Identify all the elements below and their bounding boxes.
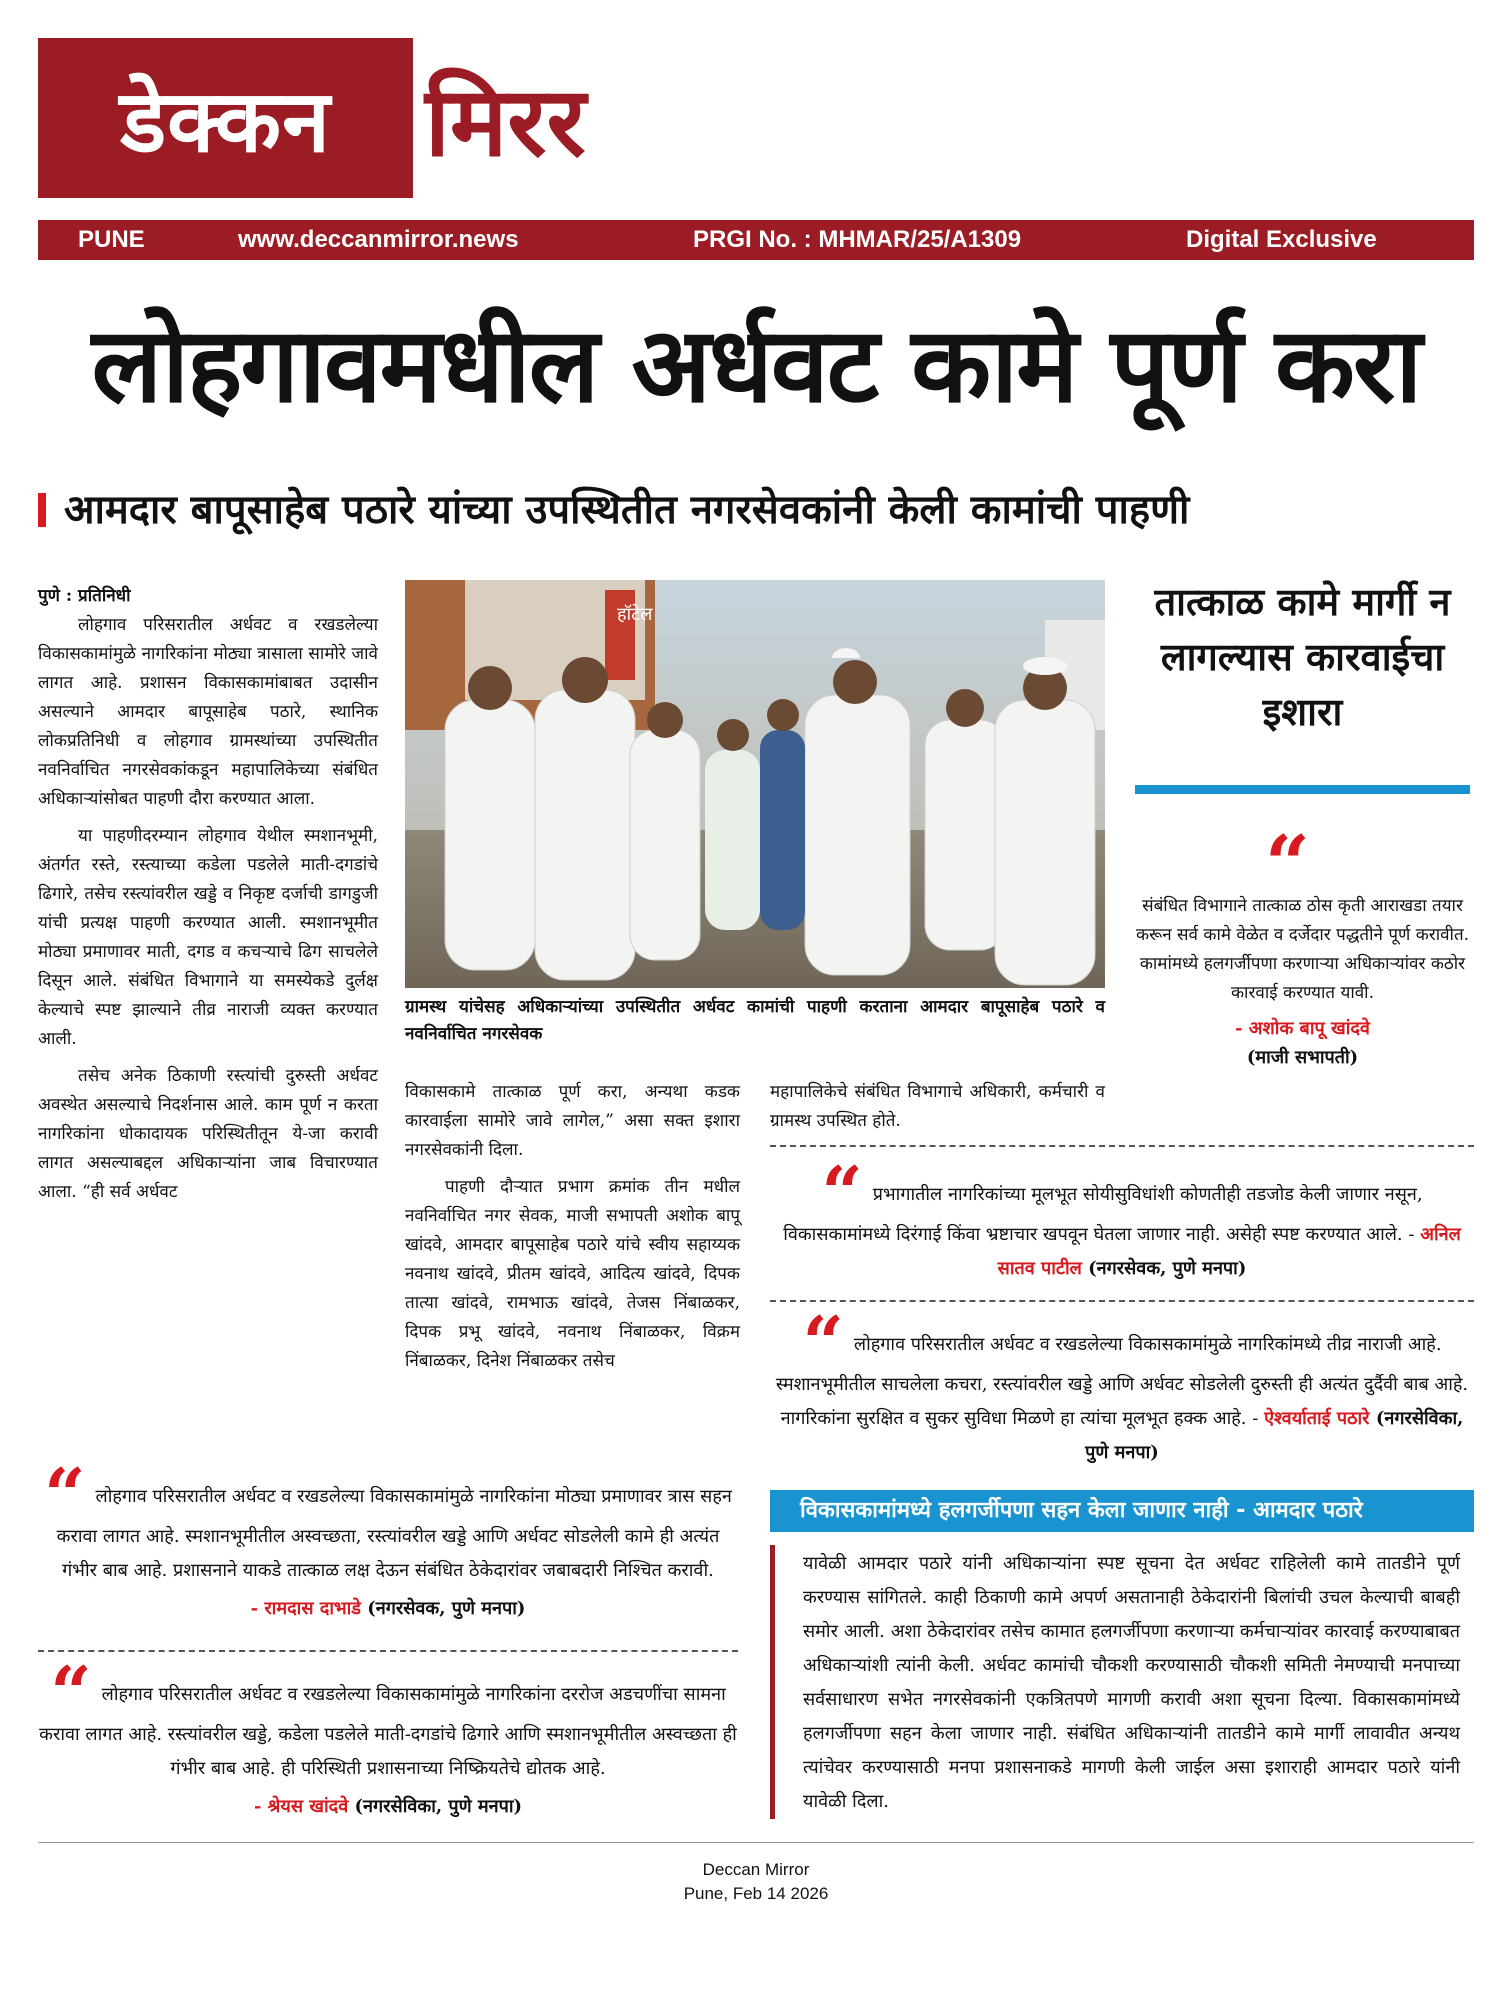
article-paragraph: या पाहणीदरम्यान लोहगाव येथील स्मशानभूमी, अंतर्गत रस्ते, रस्त्याच्या कडेला पडलेले माती-दगडांचे ढिगारे, तसेच रस्त्यांवरील खड्डे व निकृष्ट दर्जाची डागडुजी यांची प्रत्यक्ष पाहणी करण्यात आली. स्मशानभूमीत मोठ्या प्रमाणावर माती, दगड व कचऱ्याचे ढिग साचलेले दिसून आले. संबंधित विभागाने या समस्येकडे दुर्लक्ष केल्याचे स्पष्ट झाल्याने तीव्र नाराजी व्यक्त करण्यात आली. <box>38 826 378 1049</box>
sidebar-attr-role: (माजी सभापती) <box>1246 1047 1359 1068</box>
masthead-logo-white: डेक्कन <box>120 71 331 172</box>
divider <box>770 1300 1474 1302</box>
article-paragraph: विकासकामे तात्काळ पूर्ण करा, अन्यथा कडक कारवाईला सामोरे जावे लागेल,” असा सक्त इशारा नगरसेवकांनी दिला. <box>405 1082 740 1160</box>
quote-attr-name: अनिल सातव पाटील <box>997 1224 1461 1279</box>
quote-text: लोहगाव परिसरातील अर्धवट व रखडलेल्या विकासकामांमुळे नागरिकांना दररोज अडचणींचा सामना करावा लागत आहे. रस्त्यांवरील खड्डे, कडेला पडलेले माती-दगडांचे ढिगारे आणि स्मशानभूमीतील अस्वच्छता ही गंभीर बाब आहे. ही परिस्थिती प्रशासनाच्या निष्क्रियतेचे द्योतक आहे. <box>39 1684 737 1779</box>
masthead-website[interactable]: www.deccanmirror.news <box>238 226 519 253</box>
article-column-1 <box>38 582 378 1207</box>
headline: लोहगावमधील अर्धवट कामे पूर्ण करा <box>91 304 1421 426</box>
quote-icon: “ <box>50 1650 92 1735</box>
quote-attr-role: (नगरसेविका, पुणे मनपा) <box>354 1796 523 1817</box>
article-column-2 <box>405 1078 740 1376</box>
quote-block <box>38 1452 738 1626</box>
footer-rule <box>38 1842 1474 1843</box>
masthead-logo-red: मिरर <box>425 65 586 178</box>
masthead-edition: Digital Exclusive <box>1186 226 1377 253</box>
quote-attr-name: ऐश्वर्याताई पठारे <box>1264 1408 1370 1429</box>
masthead-logo-box <box>38 38 413 198</box>
sidebar-rule <box>1135 785 1470 794</box>
quote-attr-role: (नगरसेवक, पुणे मनपा) <box>367 1598 526 1619</box>
quote-attr-role: (नगरसेविका, पुणे मनपा) <box>1085 1408 1464 1463</box>
quote-icon: “ <box>1265 819 1310 910</box>
photo-illustration <box>405 580 1105 988</box>
footer <box>0 1858 1512 1906</box>
sidebar-quote <box>1135 892 1470 1072</box>
quote-block <box>770 1300 1474 1470</box>
quote-attr-name: - श्रेयस खांदवे <box>253 1796 349 1817</box>
masthead-info-bar <box>38 220 1474 260</box>
article-photo <box>405 580 1105 988</box>
quote-text: लोहगाव परिसरातील अर्धवट व रखडलेल्या विकासकामांमुळे नागरिकांमध्ये तीव्र नाराजी आहे. स्मशानभूमीतील साचलेला कचरा, रस्त्यांवरील खड्डे आणि अर्धवट सोडलेली दुरुस्ती ही अत्यंत दुर्दैवी बाब आहे. नागरिकांना सुरक्षित व सुकर सुविधा मिळणे हा त्यांचा मूलभूत हक्क आहे. - <box>775 1334 1469 1429</box>
masthead-logo-red-wrap <box>425 38 586 198</box>
footer-dateline: Pune, Feb 14 2026 <box>683 1884 829 1903</box>
article-column-3: महापालिकेचे संबंधित विभागाचे अधिकारी, कर्मचारी व ग्रामस्थ उपस्थित होते. <box>770 1082 1105 1131</box>
masthead-prgi: PRGI No. : MHMAR/25/A1309 <box>693 226 1022 253</box>
quote-icon: “ <box>802 1300 844 1385</box>
subheadline-bar <box>38 493 46 527</box>
quote-icon: “ <box>821 1150 863 1235</box>
quote-attr-name: - रामदास दाभाडे <box>250 1598 361 1619</box>
article-paragraph: लोहगाव परिसरातील अर्धवट व रखडलेल्या विकासकामांमुळे नागरिकांना मोठ्या त्रासाला सामोरे जावे लागत आहे. प्रशासन विकासकामांबाबत उदासीन असल्याने आमदार बापूसाहेब पठारे, स्थानिक लोकप्रतिनिधी व लोहगाव ग्रामस्थांच्या उपस्थितीत नवनिर्वाचित नगरसेवकांकडून महापालिकेच्या संबंधित अधिकाऱ्यांसोबत पाहणी दौरा करण्यात आला. <box>38 615 378 809</box>
sidebar-quote-text: संबंधित विभागाने तात्काळ ठोस कृती आराखडा तयार करून सर्व कामे वेळेत व दर्जेदार पद्धतीने पूर्ण करावीत. कामांमध्ये हलगर्जीपणा करणाऱ्या अधिकाऱ्यांवर कठोर कारवाई करण्यात यावी. <box>1135 896 1470 1003</box>
sidebar-attribution <box>1135 1014 1470 1043</box>
panel-title: विकासकामांमध्ये हलगर्जीपणा सहन केला जाणार नाही - आमदार पठारे <box>770 1490 1474 1532</box>
quote-text: प्रभागातील नागरिकांच्या मूलभूत सोयीसुविधांशी कोणतीही तडजोड केली जाणार नसून, विकासकामांमध्ये दिरंगाई किंवा भ्रष्टाचार खपवून घेतला जाणार नाही. असेही स्पष्ट करण्यात आले. - <box>783 1184 1423 1245</box>
divider <box>770 1145 1474 1147</box>
quote-text: लोहगाव परिसरातील अर्धवट व रखडलेल्या विकासकामांमुळे नागरिकांना मोठ्या प्रमाणावर त्रास सहन करावा लागत आहे. स्मशानभूमीतील अस्वच्छता, रस्त्यांवरील खड्डे आणि अर्धवट सोडलेली कामे ही अत्यंत गंभीर बाब आहे. प्रशासनाने याकडे तात्काळ लक्ष देऊन संबंधित ठेकेदारांवर जबाबदारी निश्चित करावी. <box>56 1486 732 1581</box>
sidebar-attr-name: - अशोक बापू खांदवे <box>1235 1018 1370 1039</box>
subheadline-wrap <box>38 480 1488 540</box>
masthead-city: PUNE <box>78 226 145 253</box>
quote-block <box>770 1150 1474 1286</box>
photo-shop-sign: हॉटेल <box>617 604 653 625</box>
article-paragraph: पाहणी दौऱ्यात प्रभाग क्रमांक तीन मधील नवनिर्वाचित नगर सेवक, माजी सभापती अशोक बापू खांदवे, आमदार बापूसाहेब पठारे यांचे स्वीय सहाय्यक नवनाथ खांदवे, प्रीतम खांदवे, आदित्य खांदवे, दिपक तात्या खांदवे, रामभाऊ खांदवे, तेजस निंबाळकर, दिपक प्रभू खांदवे, नवनाथ निंबाळकर, विक्रम निंबाळकर, दिनेश निंबाळकर तसेच <box>405 1177 740 1371</box>
article-paragraph: तसेच अनेक ठिकाणी रस्त्यांची दुरुस्ती अर्धवट अवस्थेत असल्याचे निदर्शनास आले. काम पूर्ण न करता नागरिकांना धोकादायक परिस्थितीतून ये-जा करावी लागत असल्याबद्दल अधिकाऱ्यांना जाब विचारण्यात आला. “ही सर्व अर्धवट <box>38 1066 378 1202</box>
subheadline: आमदार बापूसाहेब पठारे यांच्या उपस्थितीत नगरसेवकांनी केली कामांची पाहणी <box>64 487 1190 533</box>
panel-body: यावेळी आमदार पठारे यांनी अधिकाऱ्यांना स्पष्ट सूचना देत अर्धवट राहिलेली कामे तातडीने पूर्ण करण्यास सांगितले. काही ठिकाणी कामे अपर्ण असतानाही ठेकेदारांनी बिलांची उचल केल्याची बाबही समोर आली. अशा ठेकेदारांवर तसेच कामात हलगर्जीपणा करणाऱ्या कर्मचाऱ्यांवर कारवाई करण्याबाबत अधिकाऱ्यांशी त्यांनी केली. अर्धवट कामांची चौकशी करण्यासाठी चौकशी समिती नेमण्याची मनपाच्या सर्वसाधारण सभेत नगरसेवकांनी एकत्रितपणे मागणी करावी अशा सूचना दिल्या. विकासकामांमध्ये हलगर्जीपणा सहन केला जाणार नाही. संबंधित अधिकाऱ्यांनी तातडीने कामे मार्गी लावावीत अन्यथ त्यांचेवर करण्यासाठी मनपा प्रशासनाकडे मागणी केली जाईल असा इशाराही आमदार पठारे यांनी यावेळी दिला. <box>770 1545 1474 1819</box>
quote-attr-role: (नगरसेवक, पुणे मनपा) <box>1088 1258 1247 1279</box>
photo-caption: ग्रामस्थ यांचेसह अधिकाऱ्यांच्या उपस्थितीत अर्धवट कामांची पाहणी करताना आमदार बापूसाहेब पठारे व नवनिर्वाचित नगरसेवक <box>405 997 1105 1044</box>
footer-paper: Deccan Mirror <box>702 1860 810 1879</box>
quote-block <box>38 1650 738 1824</box>
article-dateline: पुणे : प्रतिनिधी <box>38 586 131 606</box>
sidebar-title: तात्काळ कामे मार्गी न लागल्यास कारवाईचा इशारा <box>1154 580 1451 734</box>
quote-icon: “ <box>44 1452 86 1537</box>
divider <box>38 1650 738 1652</box>
